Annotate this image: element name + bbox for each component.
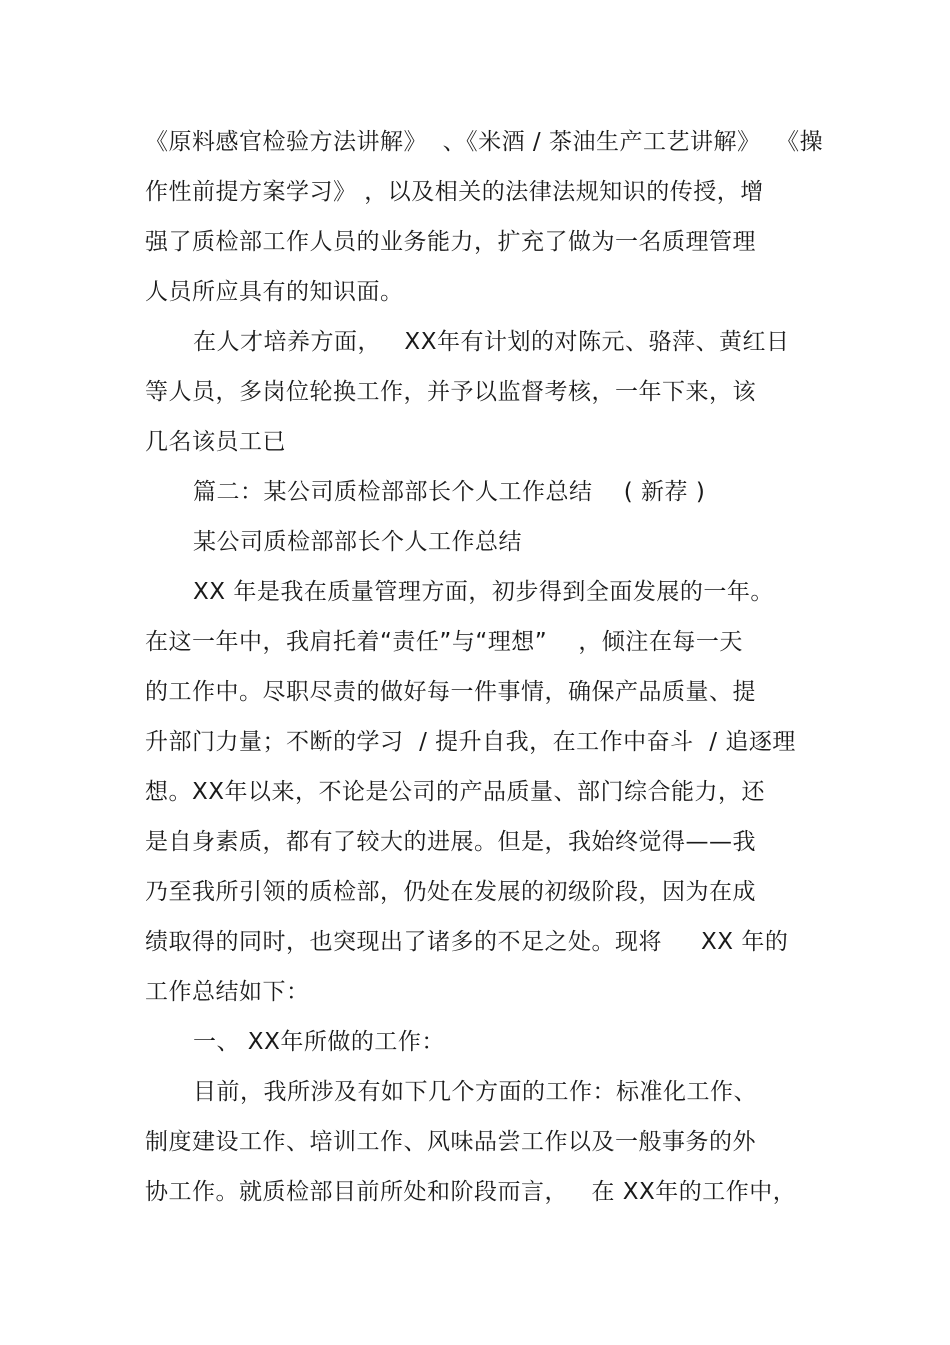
text-line: 《原料感官检验方法讲解》 、《米酒 / 茶油生产工艺讲解》 《操 (145, 129, 824, 155)
section-heading: 篇二：某公司质检部部长个人工作总结 ( 新荐 ) (193, 479, 706, 505)
text-line: 绩取得的同时，也突现出了诸多的不足之处。现将 XX 年的 (145, 929, 789, 955)
text-line: 作性前提方案学习》 ，以及相关的法律法规知识的传授，增 (145, 179, 764, 205)
text-line: 工作总结如下： (145, 979, 310, 1005)
text-line: 人员所应具有的知识面。 (145, 279, 404, 305)
paragraph-start-line: XX 年是我在质量管理方面，初步得到全面发展的一年。 (193, 579, 774, 605)
text-line: 协工作。就质检部目前所处和阶段而言， 在 XX年的工作中， (145, 1179, 797, 1205)
subsection-heading: 一、 XX年所做的工作： (193, 1029, 445, 1055)
text-line: 几名该员工已 (145, 429, 286, 455)
text-line: 想。XX年以来，不论是公司的产品质量、部门综合能力，还 (145, 779, 766, 805)
text-line: 等人员，多岗位轮换工作，并予以监督考核，一年下来，该 (145, 379, 756, 405)
text-line: 在这一年中，我肩托着“责任”与“理想” ，倾注在每一天 (145, 629, 743, 655)
paragraph-start-line: 在人才培养方面， XX年有计划的对陈元、骆萍、黄红日 (193, 329, 790, 355)
text-line: 强了质检部工作人员的业务能力，扩充了做为一名质理管理 (145, 229, 756, 255)
text-line: 乃至我所引领的质检部，仍处在发展的初级阶段，因为在成 (145, 879, 756, 905)
text-line: 是自身素质，都有了较大的进展。但是，我始终觉得——我 (145, 829, 756, 855)
document-title: 某公司质检部部长个人工作总结 (193, 529, 522, 555)
paragraph-start-line: 目前，我所涉及有如下几个方面的工作：标准化工作、 (193, 1079, 757, 1105)
text-line: 升部门力量；不断的学习 / 提升自我，在工作中奋斗 / 追逐理 (145, 729, 796, 755)
text-line: 的工作中。尽职尽责的做好每一件事情，确保产品质量、提 (145, 679, 756, 705)
text-line: 制度建设工作、培训工作、风味品尝工作以及一般事务的外 (145, 1129, 756, 1155)
